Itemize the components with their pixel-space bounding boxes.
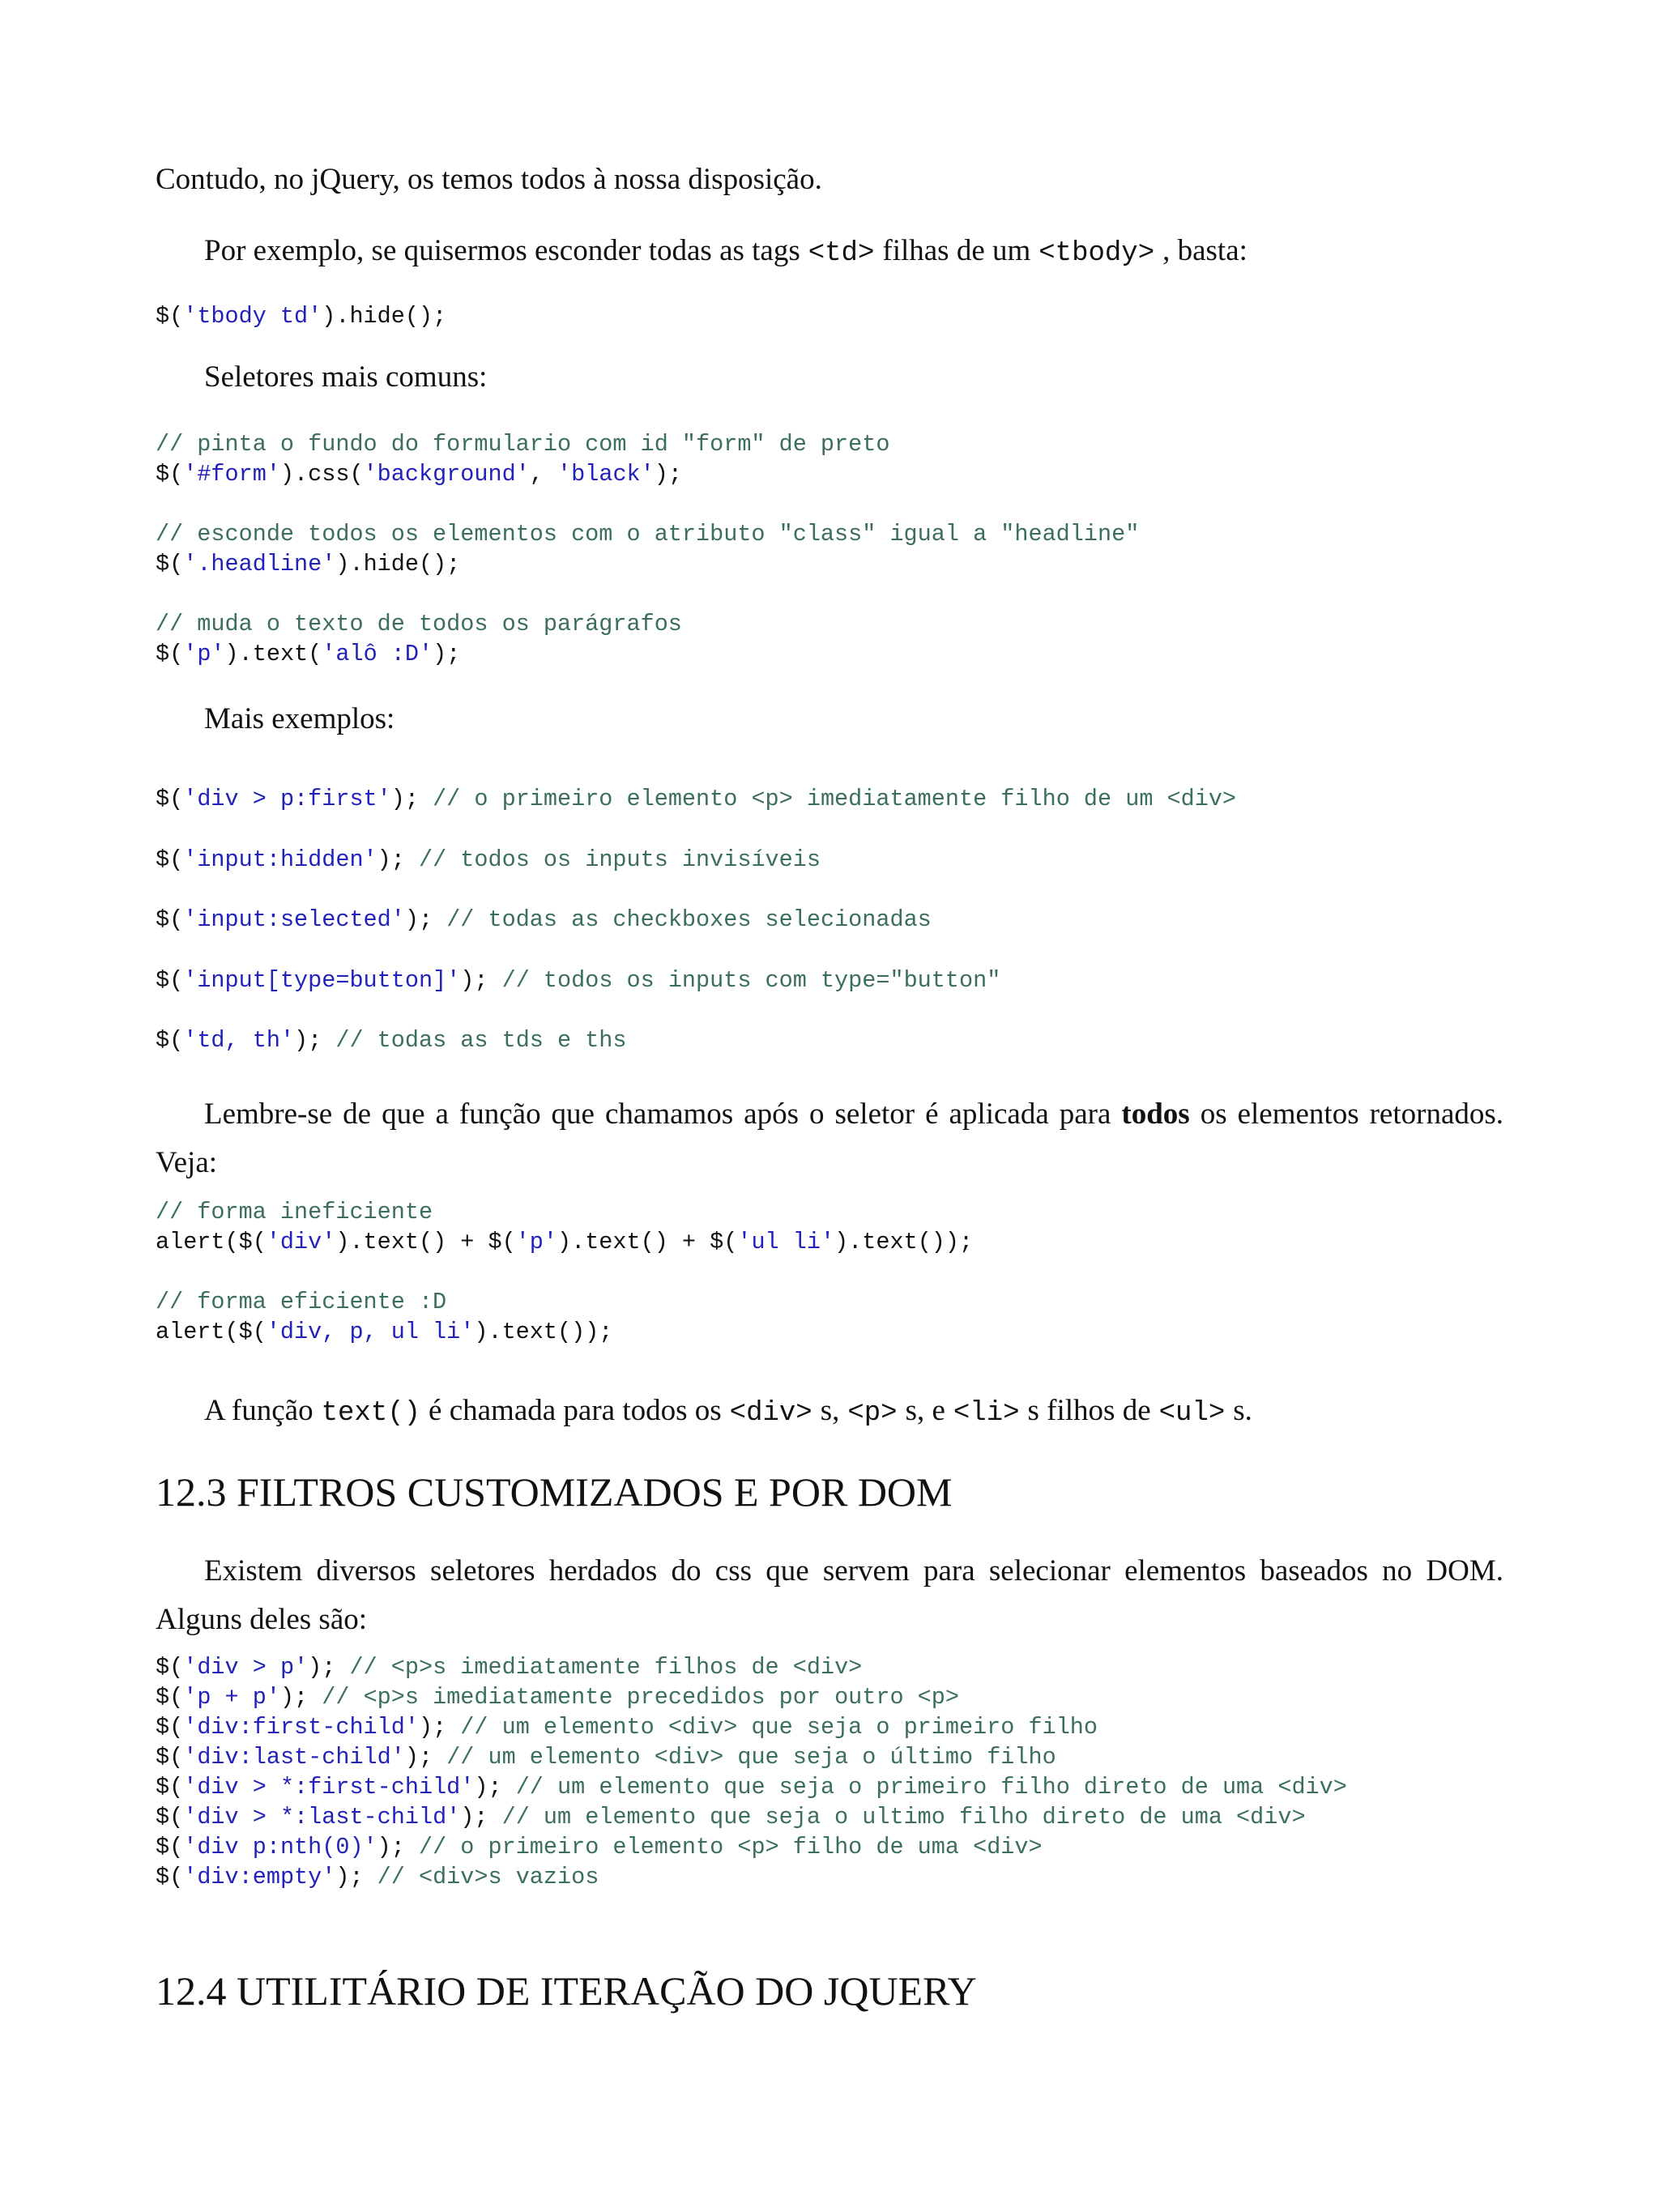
code-block-efficiency: // forma ineficiente alert($('div').text() + $('p').text() + $('ul li').text()); // forma eficiente :D alert($('div, p, ul li').text()); — [156, 1199, 974, 1345]
code-line: $('div > *:last-child'); // um elemento que seja o ultimo filho direto de uma <div> — [156, 1804, 1306, 1831]
paragraph-apply-all: Lembre-se de que a função que chamamos após o seletor é aplicada para todos os elementos retornados. Veja: — [156, 1097, 1504, 1179]
section-heading-12-3: 12.3 FILTROS CUSTOMIZADOS E POR DOM — [156, 1469, 953, 1515]
code-block-examples — [156, 769, 1503, 1072]
code-block-common-selectors: // pinta o fundo do formulario com id "form" de preto $('#form').css('background', 'black'); // esconde todos os elementos com o atributo "class" igual a "headline" $('.headline').hide(); // muda o texto de todos os parágrafos $('p').text('alô :D'); — [156, 431, 1140, 667]
paragraph-common-selectors: Seletores mais comuns: — [204, 360, 488, 394]
paragraph-intro: Contudo, no jQuery, os temos todos à nossa disposição. — [156, 163, 822, 196]
section-heading-12-4: 12.4 UTILITÁRIO DE ITERAÇÃO DO JQUERY — [156, 1968, 977, 2014]
code-block-hide: $('tbody td').hide(); — [156, 303, 447, 330]
inline-code-tbody: <tbody> — [1038, 238, 1155, 269]
code-block-dom-selectors — [156, 1652, 1503, 1892]
code-line: $('div:first-child'); // um elemento <div> que seja o primeiro filho — [156, 1714, 1098, 1741]
paragraph-more-examples: Mais exemplos: — [204, 702, 395, 735]
code-line: $('div:empty'); // <div>s vazios — [156, 1864, 599, 1890]
code-line: $('div p:nth(0)'); // o primeiro elemento <p> filho de uma <div> — [156, 1834, 1043, 1860]
paragraph-dom-selectors: Existem diversos seletores herdados do css que servem para selecionar elementos baseados no DOM. Alguns deles são: — [156, 1554, 1503, 1636]
code-line: $('td, th'); // todas as tds e ths — [156, 1027, 627, 1054]
code-line: $('input[type=button]'); // todos os inputs com type="button" — [156, 966, 1001, 994]
inline-code-td: <td> — [808, 238, 875, 269]
code-line: $('p + p'); // <p>s imediatamente precedidos por outro <p> — [156, 1684, 959, 1711]
paragraph-example: Por exemplo, se quisermos esconder todas as tags <td> filhas de um <tbody> , basta: — [204, 234, 1247, 269]
code-line: $('input:hidden'); // todos os inputs invisíveis — [156, 846, 821, 873]
code-line: $('input:selected'); // todas as checkboxes selecionadas — [156, 906, 932, 933]
code-line: $('div > p:first'); // o primeiro elemento <p> imediatamente filho de um <div> — [156, 786, 1237, 812]
paragraph-text-function: A função text() é chamada para todos os <div> s, <p> s, e <li> s filhos de <ul> s. — [204, 1394, 1252, 1429]
code-line: $('div:last-child'); // um elemento <div> que seja o último filho — [156, 1744, 1056, 1771]
code-line: $('div > *:first-child'); // um elemento que seja o primeiro filho direto de uma <div> — [156, 1774, 1347, 1801]
code-line: $('div > p'); // <p>s imediatamente filhos de <div> — [156, 1654, 863, 1681]
